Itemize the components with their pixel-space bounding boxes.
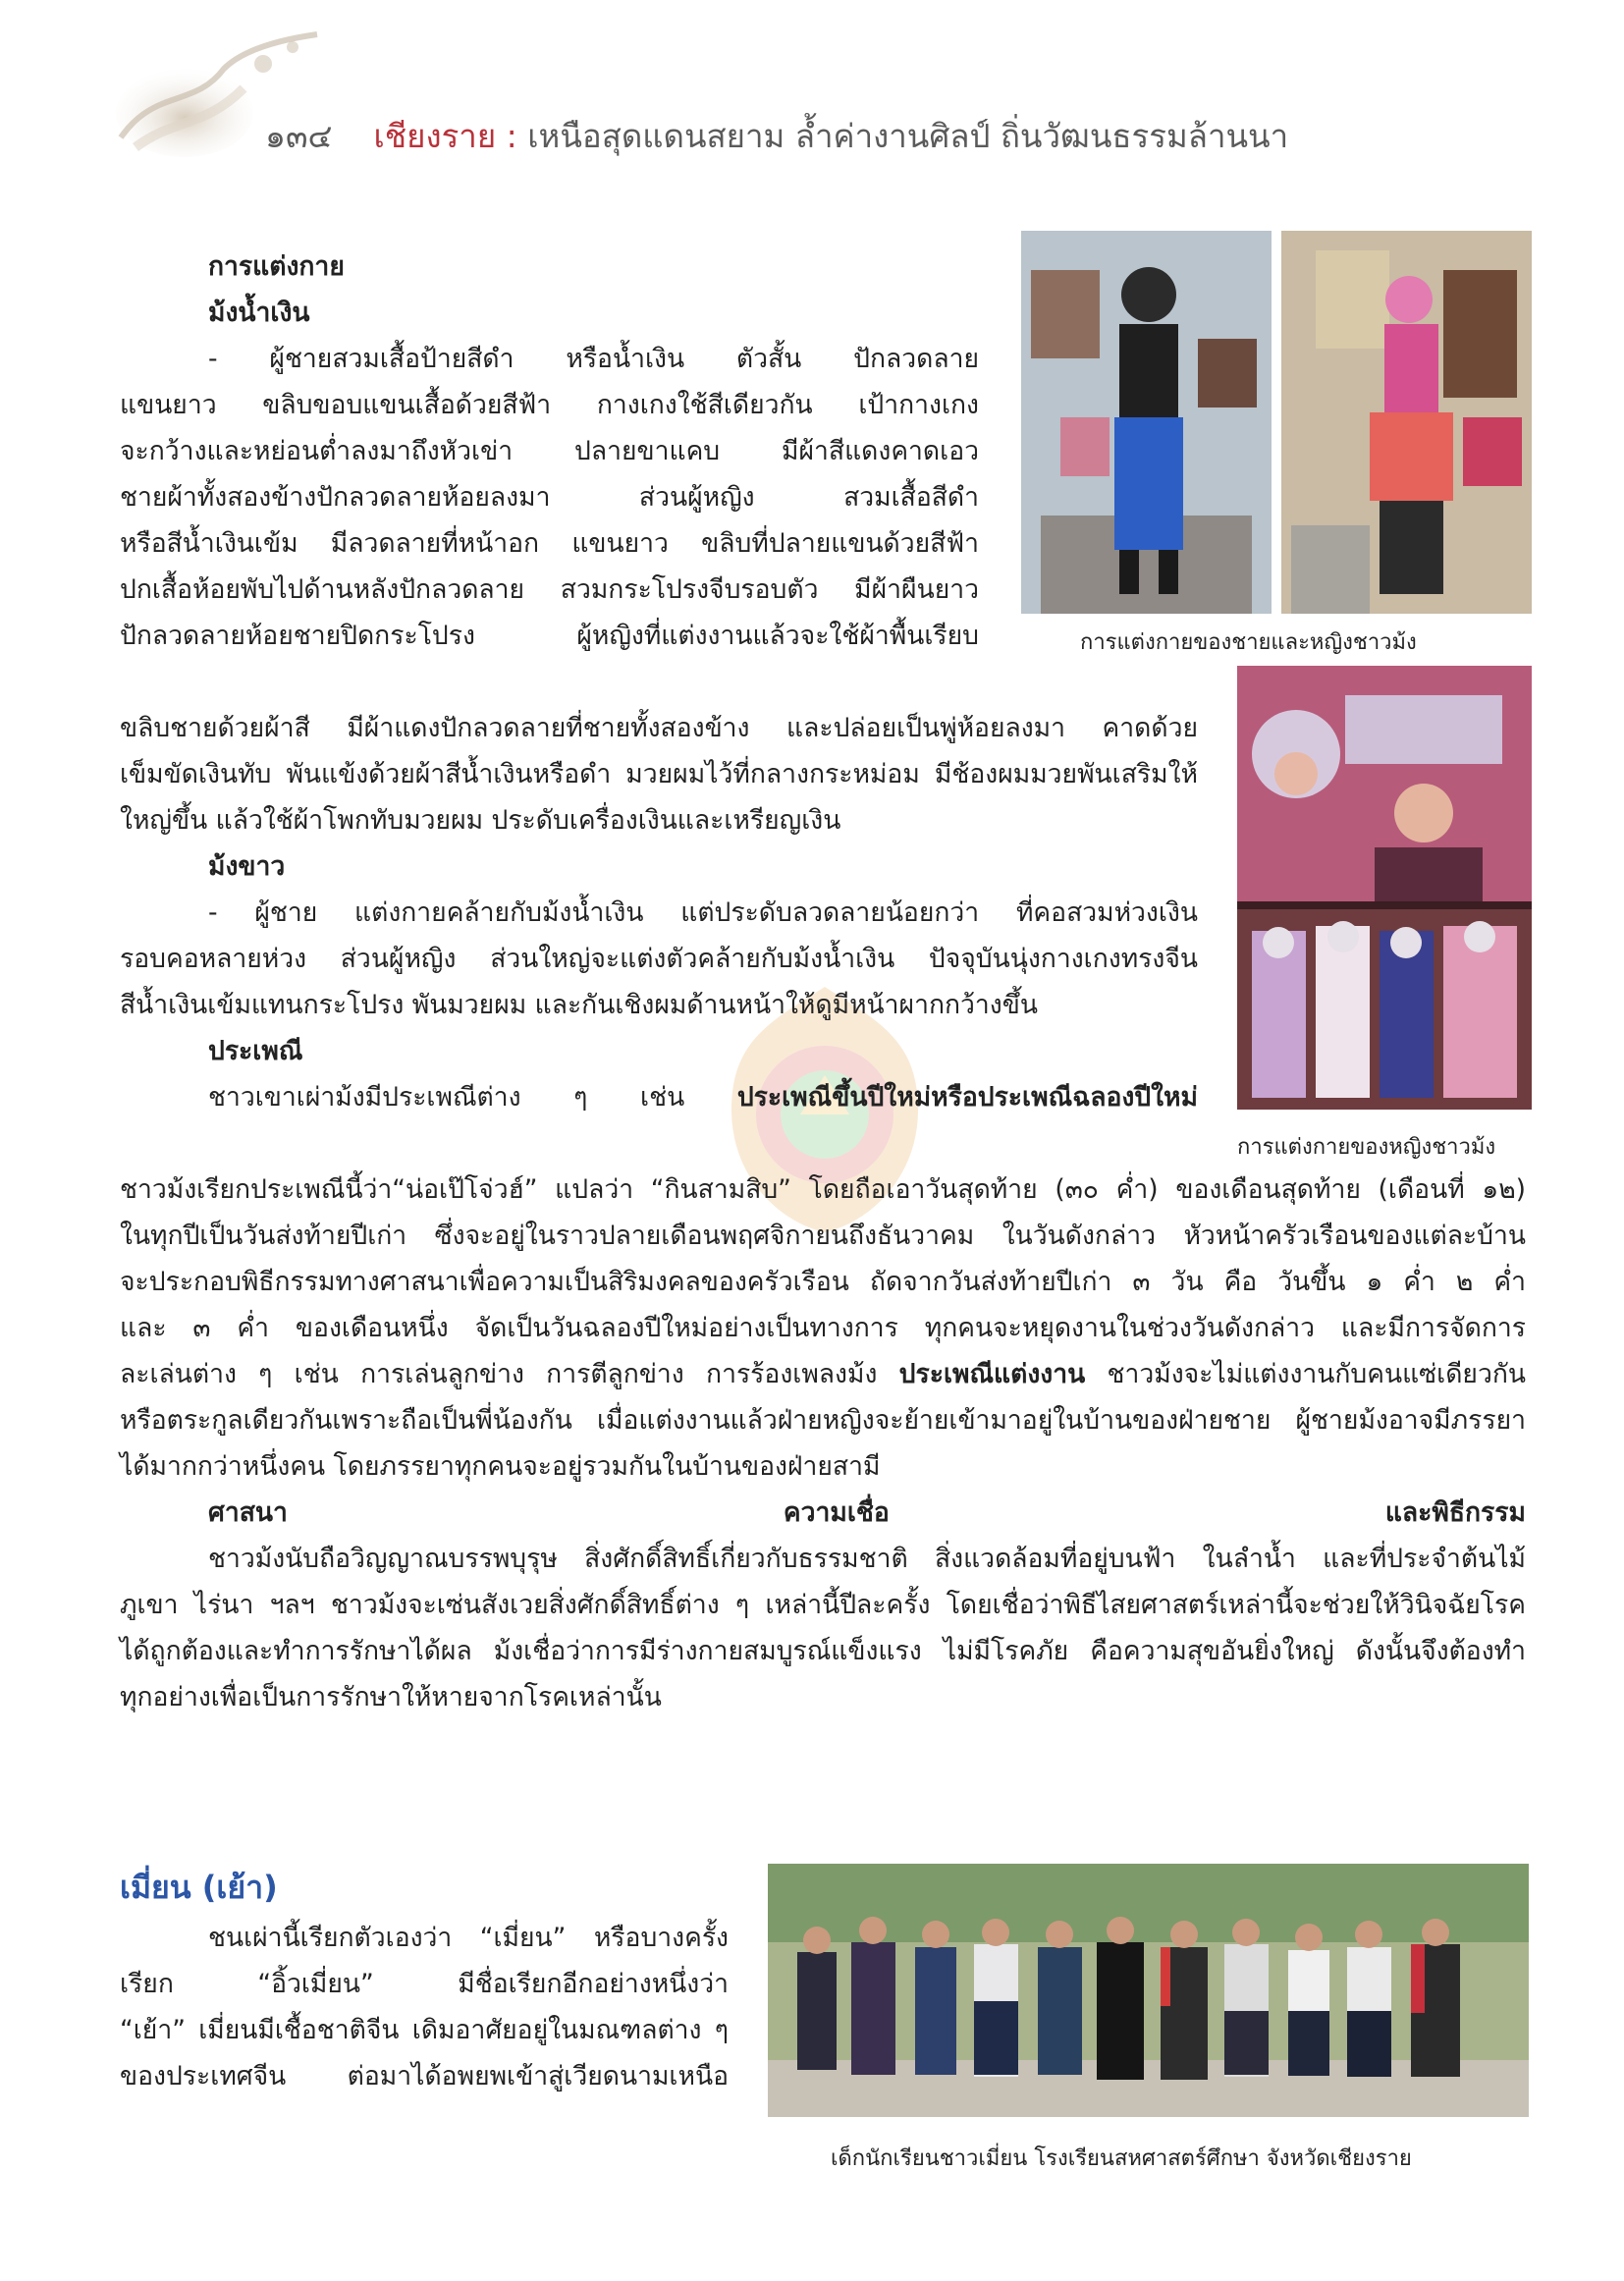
paragraph-line: ได้มากกว่าหนึ่งคน โดยภรรยาทุกคนจะอยู่รวมกันในบ้านของฝ่ายสามี	[120, 1451, 881, 1482]
paragraph-line: ทุกอย่างเพื่อเป็นการรักษาให้หายจากโรคเหล่านั้น	[120, 1682, 662, 1712]
paragraph-line: เข็มขัดเงินทับ พันแข้งด้วยผ้าสีน้ำเงินหรือดำ มวยผมไว้ที่กลางกระหม่อม มีช้องผมมวยพันเสริมให้	[120, 759, 1198, 789]
paragraph-line: ชายผ้าทั้งสองข้างปักลวดลายห้อยลงมา ส่วนผู้หญิง สวมเสื้อสีดำ	[120, 482, 979, 513]
paragraph-line: ปกเสื้อห้อยพับไปด้านหลังปักลวดลาย สวมกระโปรงจีบรอบตัว มีผ้าผืนยาว	[120, 574, 979, 605]
mien-text-block	[120, 1915, 729, 2099]
header-place: เชียงราย :	[373, 117, 517, 155]
paragraph-line: - ผู้ชาย แต่งกายคล้ายกับม้งน้ำเงิน แต่ประดับลวดลายน้อยกว่า ที่คอสวมห่วงเงิน	[208, 897, 1198, 928]
paragraph-line: - ผู้ชายสวมเสื้อป้ายสีดำ หรือน้ำเงิน ตัวสั้น ปักลวดลาย	[208, 344, 979, 374]
photo-hmong-man-woman-costume	[1021, 231, 1532, 614]
tradition-new-year: ประเพณีขึ้นปีใหม่หรือประเพณีฉลองปีใหม่	[736, 1082, 1198, 1113]
caption-photo1: การแต่งกายของชายและหญิงชาวม้ง	[1080, 630, 1417, 655]
paragraph-line: จะประกอบพิธีกรรมทางศาสนาเพื่อความเป็นสิริมงคลของครัวเรือน ถัดจากวันส่งท้ายปีเก่า ๓ วัน คือ วันขึ้น ๑ ค่ำ ๒ ค่ำ	[120, 1267, 1526, 1297]
tradition-marriage: ประเพณีแต่งงาน	[898, 1359, 1086, 1389]
tradition-line5a: ละเล่นต่าง ๆ เช่น การเล่นลูกข่าง การตีลูกข่าง การร้องเพลงม้ง	[120, 1359, 899, 1389]
header-subtitle: เหนือสุดแดนสยาม ล้ำค่างานศิลป์ ถิ่นวัฒนธรรมล้านนา	[527, 117, 1289, 155]
caption-photo2: การแต่งกายของหญิงชาวม้ง	[1237, 1135, 1496, 1160]
dress-text-block-narrow	[120, 244, 979, 659]
paragraph-line: ใหญ่ขึ้น แล้วใช้ผ้าโพกทับมวยผม ประดับเครื่องเงินและเหรียญเงิน	[120, 805, 841, 836]
paragraph-line: รอบคอหลายห่วง ส่วนผู้หญิง ส่วนใหญ่จะแต่งตัวคล้ายกับม้งน้ำเงิน ปัจจุบันนุ่งกางเกงทรงจีน	[120, 944, 1198, 974]
tradition-text-block-full	[120, 1167, 1526, 1720]
photo-hmong-women-costume	[1237, 666, 1532, 1110]
subheading-religion: ศาสนา ความเชื่อ และพิธีกรรม	[208, 1497, 1526, 1528]
paragraph-line: ในทุกปีเป็นวันส่งท้ายปีเก่า ซึ่งจะอยู่ในราวปลายเดือนพฤศจิกายนถึงธันวาคม ในวันดังกล่าว หัวหน้าครัวเรือนของแต่ละบ้าน	[120, 1221, 1526, 1251]
paragraph-line: เรียก “อิ้วเมี่ยน” มีชื่อเรียกอีกอย่างหนึ่งว่า	[120, 1969, 729, 1999]
paragraph-line: หรือสีน้ำเงินเข้ม มีลวดลายที่หน้าอก แขนยาว ขลิบที่ปลายแขนด้วยสีฟ้า	[120, 528, 979, 559]
paragraph-line	[120, 1351, 1526, 1397]
section-title-mien: เมี่ยน (เย้า)	[120, 1869, 278, 1906]
page-number: ๑๓๔	[265, 117, 333, 155]
paragraph-line: ชาวม้งนับถือวิญญาณบรรพบุรุษ สิ่งศักดิ์สิทธิ์เกี่ยวกับธรรมชาติ สิ่งแวดล้อมที่อยู่บนฟ้า ในลำน้ำ และที่ประจำต้นไม้	[208, 1544, 1526, 1574]
paragraph-line: ชนเผ่านี้เรียกตัวเองว่า “เมี่ยน” หรือบางครั้ง	[208, 1923, 729, 1953]
dress-text-block-medium	[120, 705, 1198, 1120]
subheading-white-hmong: ม้งขาว	[208, 851, 286, 882]
paragraph-line: ได้ถูกต้องและทำการรักษาได้ผล ม้งเชื่อว่าการมีร่างกายสมบูรณ์แข็งแรง ไม่มีโรคภัย คือความสุขอันยิ่งใหญ่ ดังนั้นจึงต้องทำ	[120, 1636, 1526, 1666]
paragraph-line: แขนยาว ขลิบขอบแขนเสื้อด้วยสีฟ้า กางเกงใช้สีเดียวกัน เป้ากางเกง	[120, 390, 979, 420]
paragraph-line: ขลิบชายด้วยผ้าสี มีผ้าแดงปักลวดลายที่ชายทั้งสองข้าง และปล่อยเป็นพู่ห้อยลงมา คาดด้วย	[120, 713, 1198, 743]
paragraph-line: หรือตระกูลเดียวกันเพราะถือเป็นพี่น้องกัน เมื่อแต่งงานแล้วฝ่ายหญิงจะย้ายเข้ามาอยู่ในบ้านของฝ่ายชาย ผู้ชายม้งอาจมีภรรยา	[120, 1405, 1526, 1436]
tradition-line5b: ชาวม้งจะไม่แต่งงานกับคนแซ่เดียวกัน	[1085, 1359, 1526, 1389]
subheading-tradition: ประเพณี	[208, 1036, 303, 1066]
paragraph-line: ของประเทศจีน ต่อมาได้อพยพเข้าสู่เวียดนามเหนือ	[120, 2061, 729, 2091]
paragraph-line: ชาวม้งเรียกประเพณีนี้ว่า“น่อเป๊โจ่วฮ์” แปลว่า “กินสามสิบ” โดยถือเอาวันสุดท้าย (๓๐ ค่ำ) ของเดือนสุดท้าย (เดือนที่ ๑๒)	[120, 1174, 1526, 1205]
paragraph-line: ปักลวดลายห้อยชายปิดกระโปรง ผู้หญิงที่แต่งงานแล้วจะใช้ผ้าพื้นเรียบ	[120, 621, 979, 651]
caption-photo3: เด็กนักเรียนชาวเมี่ยน โรงเรียนสหศาสตร์ศึกษา จังหวัดเชียงราย	[831, 2146, 1412, 2171]
tradition-intro: ชาวเขาเผ่าม้งมีประเพณีต่าง ๆ เช่น	[208, 1082, 737, 1113]
paragraph-line: จะกว้างและหย่อนต่ำลงมาถึงหัวเข่า ปลายขาแคบ มีผ้าสีแดงคาดเอว	[120, 436, 979, 466]
photo-mien-students	[768, 1864, 1529, 2117]
paragraph-line: ภูเขา ไร่นา ฯลฯ ชาวม้งจะเซ่นสังเวยสิ่งศักดิ์สิทธิ์ต่าง ๆ เหล่านี้ปีละครั้ง โดยเชื่อว่าพิธีไสยศาสตร์เหล่านี้จะช่วยให้วินิจฉัยโรค	[120, 1590, 1526, 1620]
paragraph-line	[120, 1074, 1198, 1120]
page-header	[265, 110, 1600, 162]
subheading-blue-hmong: ม้งน้ำเงิน	[208, 298, 310, 328]
paragraph-line: “เย้า” เมี่ยนมีเชื้อชาติจีน เดิมอาศัยอยู่ในมณฑลต่าง ๆ	[120, 2015, 729, 2045]
heading-dress: การแต่งกาย	[208, 251, 345, 282]
paragraph-line: และ ๓ ค่ำ ของเดือนหนึ่ง จัดเป็นวันฉลองปีใหม่อย่างเป็นทางการ ทุกคนจะหยุดงานในช่วงวันดังกล่าว และมีการจัดการ	[120, 1313, 1526, 1343]
paragraph-line: สีน้ำเงินเข้มแทนกระโปรง พันมวยผม และกันเชิงผมด้านหน้าให้ดูมีหน้าผากกว้างขึ้น	[120, 990, 1038, 1020]
